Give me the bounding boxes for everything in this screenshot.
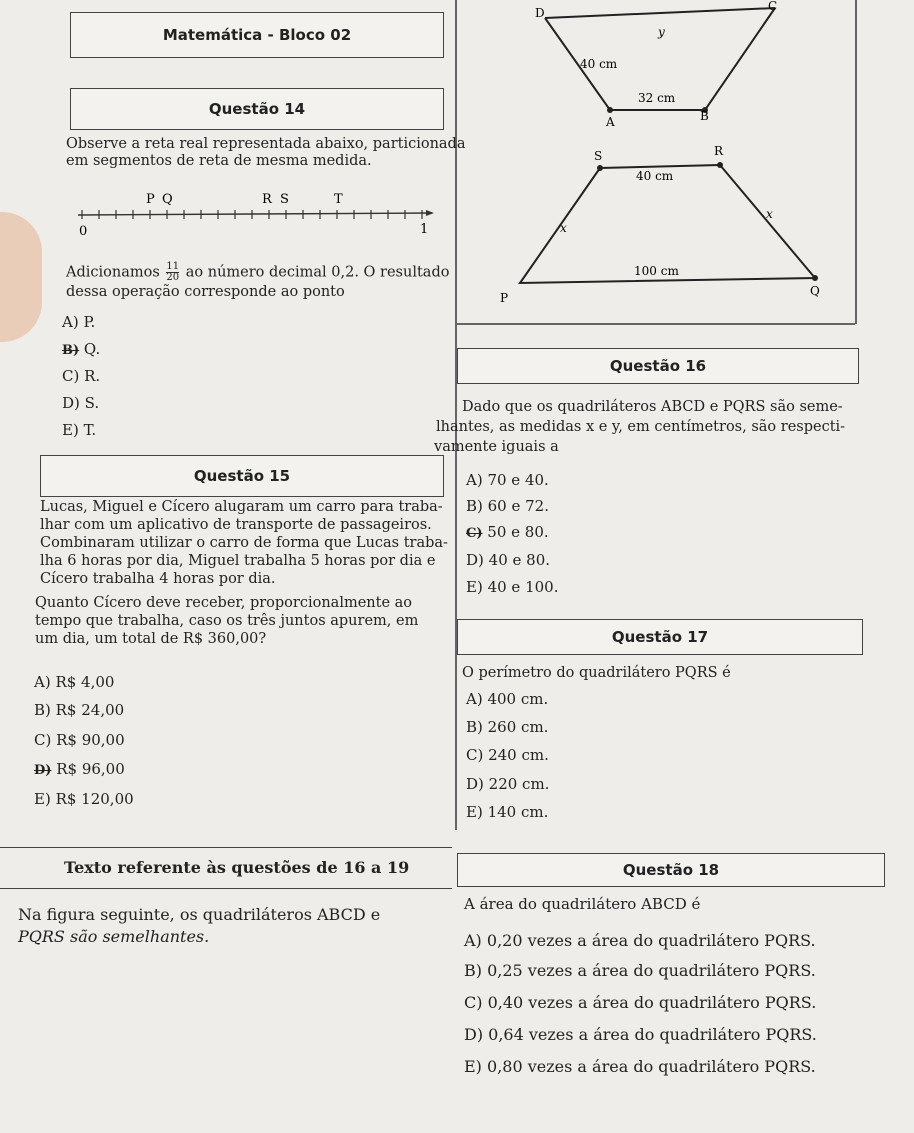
q16-title [457,348,859,384]
q15-option-d[interactable] [34,760,125,778]
q14-title [70,88,444,130]
q17-text: O perímetro do quadrilátero PQRS é [462,665,731,681]
label-one: 1 [420,222,429,237]
vertex-D: D [535,6,545,20]
q16-c-marked-label: C) [466,526,483,541]
q15-option-c[interactable]: C) R$ 90,00 [34,731,125,749]
q16-option-e[interactable]: E) 40 e 100. [466,578,559,596]
q14-text3 [66,262,449,283]
q15-option-d-text: R$ 96,00 [56,760,125,778]
q17-option-a[interactable]: A) 400 cm. [466,690,549,708]
q14-text4: dessa operação corresponde ao ponto [66,284,345,300]
q15-option-b[interactable]: B) R$ 24,00 [34,701,125,719]
q15-line-2: lhar com um aplicativo de transporte de passageiros. [40,517,432,533]
header-subject-text: Matemática - Bloco 02 [162,26,352,44]
label-S: S [280,192,289,207]
q15-option-a[interactable]: A) R$ 4,00 [34,673,115,691]
vertex-A: A [606,115,615,129]
vertex-Q: Q [810,284,820,298]
q15-body2 [35,594,455,648]
number-line [70,185,450,245]
abcd-top-label: y [658,25,665,39]
q14-text1: Observe a reta real representada abaixo, particionada [66,136,466,152]
q16-line-3: vamente iguais a [434,439,559,455]
q18-option-a[interactable]: A) 0,20 vezes a área do quadrilátero PQRS. [464,931,816,950]
vertex-R: R [714,144,724,158]
label-Q: Q [162,192,173,207]
label-R: R [262,192,272,207]
q14-b-marked-label: B) [62,343,80,358]
q16-option-c[interactable] [466,523,549,541]
quadrilaterals-figure [470,0,860,320]
q16-option-c-text: 50 e 80. [487,523,549,541]
vertex-C: C [768,0,778,13]
text-ref-body-2: PQRS são semelhantes. [18,927,210,946]
q14-option-e[interactable]: E) T. [62,421,97,439]
q18-text: A área do quadrilátero ABCD é [464,895,701,913]
q14-option-b-text: Q. [83,340,101,358]
pqrs-bottom-label: 100 cm [634,264,679,278]
q17-option-c[interactable]: C) 240 cm. [466,746,549,764]
q14-text3-a: Adicionamos [66,264,160,281]
text-ref-title: Texto referente às questões de 16 a 19 [64,858,410,877]
label-zero: 0 [79,224,88,239]
q18-option-d[interactable]: D) 0,64 vezes a área do quadrilátero PQRS. [464,1025,817,1044]
q18-option-e[interactable]: E) 0,80 vezes a área do quadrilátero PQRS. [464,1057,816,1076]
finger-shadow [0,212,42,342]
q17-option-e[interactable]: E) 140 cm. [466,803,549,821]
q18-title [457,853,885,887]
fraction-num: 11 [166,261,180,272]
q17-option-b[interactable]: B) 260 cm. [466,718,549,736]
q18-option-c[interactable]: C) 0,40 vezes a área do quadrilátero PQRS. [464,993,817,1012]
q15-line-8: um dia, um total de R$ 360,00? [35,631,267,647]
q14-option-b[interactable] [62,340,100,358]
q15-title-text: Questão 15 [193,467,291,485]
q16-option-d[interactable]: D) 40 e 80. [466,551,551,569]
q14-text2: em segmentos de reta de mesma medida. [66,153,372,169]
q15-line-3: Combinaram utilizar o carro de forma que Lucas traba- [40,535,448,551]
abcd-bottom-label: 32 cm [638,91,676,105]
vertex-B: B [700,109,709,123]
q15-line-6: Quanto Cícero deve receber, proporcionalmente ao [35,595,413,611]
q14-text3-b: ao número decimal 0,2. O resultado [185,264,450,281]
pqrs-right-label: x [766,207,773,221]
q14-title-text: Questão 14 [208,100,306,118]
fraction-den: 20 [166,272,180,283]
header-subject [70,12,444,58]
q16-option-a[interactable]: A) 70 e 40. [466,471,549,489]
pqrs-left-label: x [560,221,567,235]
abcd-left-label: 40 cm [580,57,618,71]
q16-title-text: Questão 16 [609,357,707,375]
q18-option-b[interactable]: B) 0,25 vezes a área do quadrilátero PQRS. [464,961,816,980]
q15-line-1: Lucas, Miguel e Cícero alugaram um carro para traba- [40,499,443,515]
q15-line-5: Cícero trabalha 4 horas por dia. [40,571,276,587]
q17-title-text: Questão 17 [611,628,709,646]
column-divider [455,0,457,830]
q15-d-marked-label: D) [34,763,52,778]
label-P: P [146,192,155,207]
q15-option-e[interactable]: E) R$ 120,00 [34,790,134,808]
vertex-S: S [594,149,603,163]
q16-body [434,397,910,457]
q15-title [40,455,444,497]
fraction [166,262,179,283]
q16-line-2: lhantes, as medidas x e y, em centímetros, são respecti- [436,419,846,435]
q16-line-1: Dado que os quadriláteros ABCD e PQRS são seme- [462,399,843,415]
q15-body [40,498,455,588]
q15-line-7: tempo que trabalha, caso os três juntos apurem, em [35,613,419,629]
figure-frame-bottom [455,323,855,325]
q16-option-b[interactable]: B) 60 e 72. [466,497,549,515]
vertex-P: P [500,291,509,305]
q17-option-d[interactable]: D) 220 cm. [466,775,550,793]
text-ref-body-1: Na figura seguinte, os quadriláteros ABCD e [18,905,381,924]
q17-title [457,619,863,655]
pqrs-top-label: 40 cm [636,169,674,183]
q18-title-text: Questão 18 [622,861,720,879]
q15-line-4: lha 6 horas por dia, Miguel trabalha 5 horas por dia e [40,553,436,569]
q14-option-a[interactable]: A) P. [62,313,96,331]
q14-option-d[interactable]: D) S. [62,394,100,412]
q14-option-c[interactable]: C) R. [62,367,101,385]
label-T: T [334,192,343,207]
